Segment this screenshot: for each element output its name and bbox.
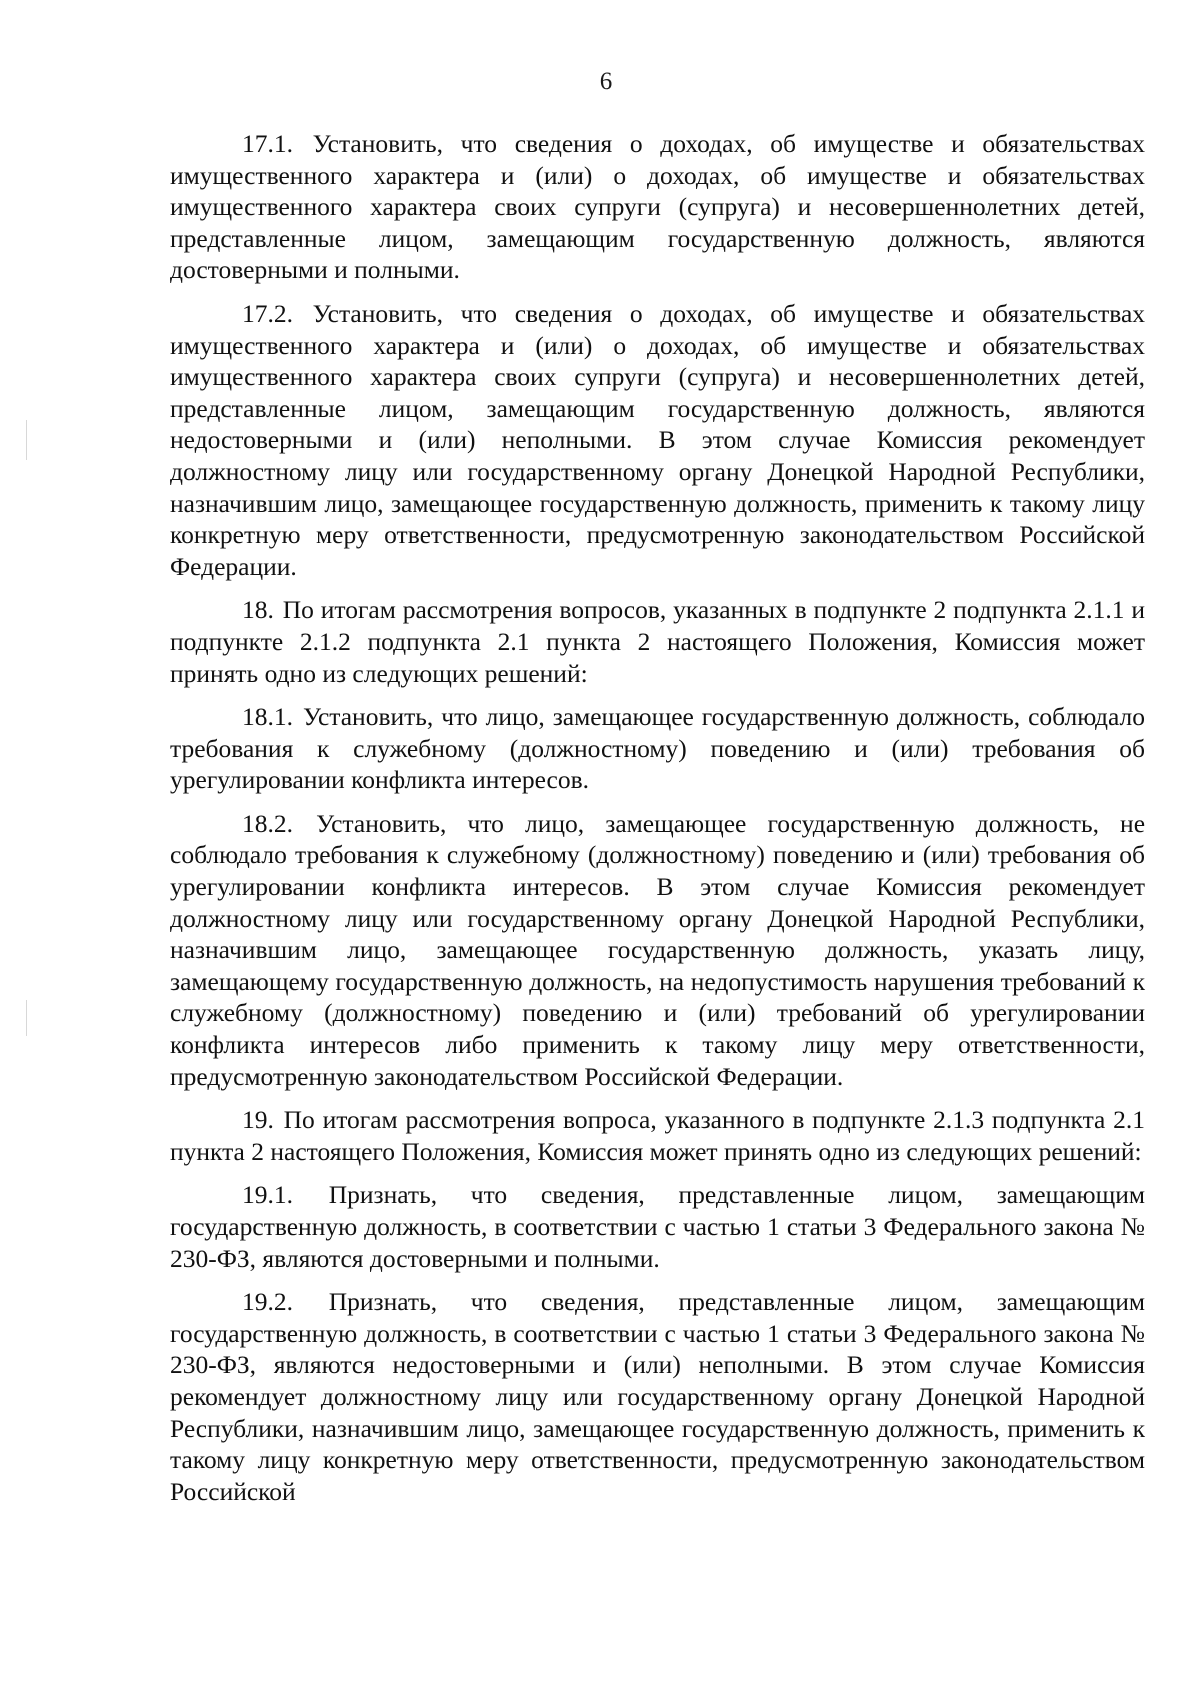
paragraph-number: 17.2. bbox=[242, 298, 293, 328]
paragraph-18 bbox=[170, 594, 1145, 689]
paragraph-number: 18.2. bbox=[242, 808, 293, 838]
paragraph-17-2 bbox=[170, 298, 1145, 582]
paragraph-text: Установить, что сведения о доходах, об имуществе и обязательствах имущественного характера и (или) о доходах, об имуществе и обязательствах имущественного характера своих супруги (супруга) и несовершеннолетних детей, представленные лицом, замещающим государственную должность, являются достоверными и полными. bbox=[170, 129, 1146, 285]
paragraph-text: Установить, что сведения о доходах, об имуществе и обязательствах имущественного характера и (или) о доходах, об имуществе и обязательствах имущественного характера своих супруги (супруга) и несовершеннолетних детей, представленные лицом, замещающим государственную должность, являются недостоверными и (или) неполными. В этом случае Комиссия рекомендует должностному лицу или государственному органу Донецкой Народной Республики, назначившим лицо, замещающее государственную должность, применить к такому лицу конкретную меру ответственности, предусмотренную законодательством Российской Федерации. bbox=[170, 298, 1146, 581]
paragraph-number: 19.1. bbox=[242, 1180, 293, 1210]
paragraph-17-1 bbox=[170, 128, 1145, 286]
paragraph-19 bbox=[170, 1104, 1145, 1167]
paragraph-text: Установить, что лицо, замещающее государственную должность, соблюдало требования к служебному (должностному) поведению и (или) требования об урегулировании конфликта интересов. bbox=[170, 702, 1145, 795]
paragraph-19-2 bbox=[170, 1286, 1145, 1507]
paragraph-number: 19. bbox=[242, 1105, 274, 1135]
paragraph-number: 18.1. bbox=[242, 702, 293, 732]
paragraph-text: По итогам рассмотрения вопроса, указанного в подпункте 2.1.3 подпункта 2.1 пункта 2 настоящего Положения, Комиссия может принять одно из следующих решений: bbox=[170, 1105, 1145, 1166]
paragraph-18-1 bbox=[170, 701, 1145, 796]
scan-edge-mark bbox=[26, 1000, 27, 1036]
paragraph-19-1 bbox=[170, 1179, 1145, 1274]
document-body bbox=[170, 128, 1145, 1519]
paragraph-text: Признать, что сведения, представленные лицом, замещающим государственную должность, в соответствии с частью 1 статьи 3 Федерального закона № 230-ФЗ, являются недостоверными и (или) неполными. В этом случае Комиссия рекомендует должностному лицу или государственному органу Донецкой Народной Республики, назначившим лицо, замещающее государственную должность, применить к такому лицу конкретную меру ответственности, предусмотренную законодательством Российской bbox=[170, 1287, 1145, 1506]
scan-edge-mark bbox=[26, 420, 27, 460]
paragraph-number: 19.2. bbox=[242, 1287, 293, 1317]
paragraph-text: По итогам рассмотрения вопросов, указанных в подпункте 2 подпункта 2.1.1 и подпункте 2.1.2 подпункта 2.1 пункта 2 настоящего Положения, Комиссия может принять одно из следующих решений: bbox=[170, 595, 1145, 688]
paragraph-text: Признать, что сведения, представленные лицом, замещающим государственную должность, в соответствии с частью 1 статьи 3 Федерального закона № 230-ФЗ, являются достоверными и полными. bbox=[170, 1180, 1145, 1273]
paragraph-18-2 bbox=[170, 808, 1145, 1092]
paragraph-number: 18. bbox=[242, 595, 274, 625]
paragraph-number: 17.1. bbox=[242, 129, 293, 158]
page-number: 6 bbox=[599, 68, 613, 95]
paragraph-text: Установить, что лицо, замещающее государственную должность, не соблюдало требования к служебному (должностному) поведению и (или) требования об урегулировании конфликта интересов. В этом случае Комиссия рекомендует должностному лицу или государственному органу Донецкой Народной Республики, назначившим лицо, замещающее государственную должность, указать лицу, замещающему государственную должность, на недопустимость нарушения требований к служебному (должностному) поведению и (или) требований об урегулировании конфликта интересов либо применить к такому лицу меру ответственности, предусмотренную законодательством Российской Федерации. bbox=[170, 808, 1146, 1091]
